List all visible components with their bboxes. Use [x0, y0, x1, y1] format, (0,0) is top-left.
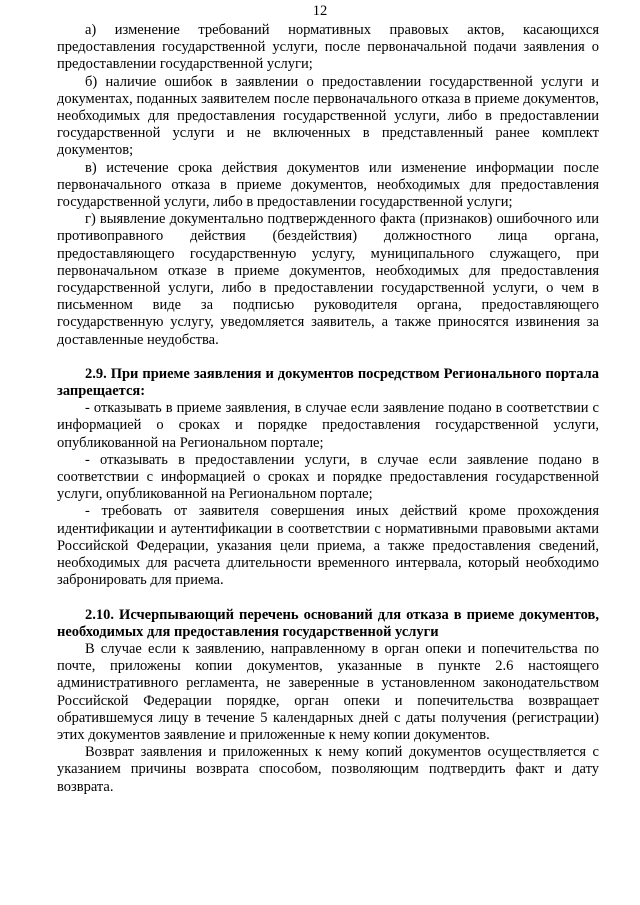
list-item-g: г) выявление документально подтвержденного факта (признаков) ошибочного или противоправного действия (бездействия) должностного лица органа, предоставляющего государственную услугу, муниципального служащего, при первоначальном отказе в приеме документов, необходимых для предоставления государственной услуги, либо в предоставлении государственной услуги, о чем в письменном виде за подписью руководителя органа, предоставляющего государственную услугу, уведомляется заявитель, а также приносятся извинения за доставленные неудобства. [57, 211, 599, 348]
section-2-10-paragraph-1: В случае если к заявлению, направленному в орган опеки и попечительства по почте, приложены копии документов, указанные в пункте 2.6 настоящего административного регламента, не заверенные в установленном законодательством Российской Федерации порядке, орган опеки и попечительства возвращает обратившемуся лицу в течение 5 календарных дней с даты получения (регистрации) этих документов заявление и приложенные к нему копии документов. [57, 640, 599, 743]
section-spacer [57, 590, 599, 607]
section-2-9-heading: 2.9. При приеме заявления и документов посредством Регионального портала запрещается: [57, 365, 599, 400]
list-item-b: б) наличие ошибок в заявлении о предоставлении государственной услуги и документах, поданных заявителем после первоначального отказа в приеме документов, необходимых для предоставления государственной услуги, либо в предоставлении государственной услуги и не включенных в представленный ранее комплект документов; [57, 73, 599, 159]
list-item-a: а) изменение требований нормативных правовых актов, касающихся предоставления государственной услуги, после первоначальной подачи заявления о предоставлении государственной услуги; [57, 22, 599, 73]
section-2-10-paragraph-2: Возврат заявления и приложенных к нему копий документов осуществляется с указанием причины возврата способом, позволяющим подтвердить факт и дату возврата. [57, 744, 599, 795]
section-2-10-heading: 2.10. Исчерпывающий перечень оснований для отказа в приеме документов, необходимых для предоставления государственной услуги [57, 606, 599, 640]
section-2-9-item-3: - требовать от заявителя совершения иных действий кроме прохождения идентификации и аутентификации в соответствии с нормативными правовыми актами Российской Федерации, указания цели приема, а также предоставления сведений, необходимых для расчета длительности временного интервала, который необходимо забронировать для приема. [57, 503, 599, 589]
list-item-v: в) истечение срока действия документов или изменение информации после первоначального отказа в приеме документов, необходимых для предоставления государственной услуги, либо в предоставлении государственной услуги; [57, 159, 599, 211]
section-spacer [57, 349, 599, 366]
section-2-9-item-1: - отказывать в приеме заявления, в случае если заявление подано в соответствии с информацией о сроках и порядке предоставления государственной услуги, опубликованной на Региональном портале; [57, 400, 599, 451]
page-content [57, 22, 599, 796]
section-2-9-item-2: - отказывать в предоставлении услуги, в случае если заявление подано в соответствии с информацией о сроках и порядке предоставления государственной услуги, опубликованной на Региональном портале; [57, 451, 599, 503]
page-number: 12 [312, 3, 328, 19]
